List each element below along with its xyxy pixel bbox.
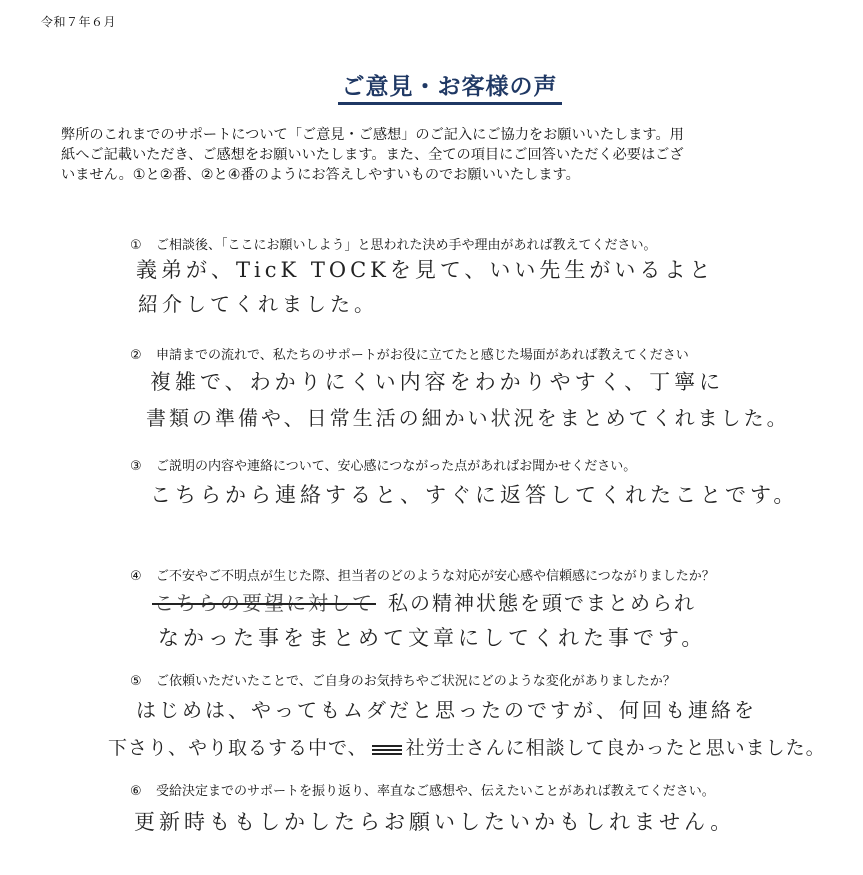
question-text: ご不安やご不明点が生じた際、担当者のどのような対応が安心感や信頼感につながりましたか？ xyxy=(156,569,715,584)
question-number: ⑤ xyxy=(130,674,142,689)
intro-line: いません。①と②番、②と④番のようにお答えしやすいものでお願いいたします。 xyxy=(61,167,580,183)
question-text: ご相談後、「ここにお願いしよう」と思われた決め手や理由があれば教えてください。 xyxy=(156,238,657,253)
question-number: ② xyxy=(130,348,142,363)
intro-paragraph xyxy=(61,125,821,185)
answer-4-line-1 xyxy=(154,587,696,616)
question-text: ご依頼いただいたことで、ご自身のお気持ちやご状況にどのような変化がありましたか？ xyxy=(156,674,676,689)
question-number: ③ xyxy=(130,459,142,474)
intro-line: 紙へご記載いただき、ご感想をお願いいたします。また、全ての項目にご回答いただく必要はござ xyxy=(61,147,684,163)
question-4 xyxy=(130,565,715,584)
answer-text: 社労士さんに相談して良かったと思いました。 xyxy=(405,737,826,759)
struck-text: こちらの要望に対して xyxy=(154,591,374,615)
question-number: ① xyxy=(130,238,142,253)
answer-1-line-1: 義弟が、TicK TOCKを見て、いい先生がいるよと xyxy=(136,258,715,282)
question-6 xyxy=(130,780,715,799)
answer-3-line-1: こちらから連絡すると、すぐに返答してくれたことです。 xyxy=(150,483,799,507)
question-text: ご説明の内容や連絡について、安心感につながった点があればお聞かせください。 xyxy=(156,459,637,474)
title-area xyxy=(0,68,863,105)
intro-line: 弊所のこれまでのサポートについて「ご意見・ご感想」のご記入にご協力をお願いいたします。用 xyxy=(61,127,684,143)
page-title: ご意見・お客様の声 xyxy=(338,68,562,105)
answer-2-line-1: 複雑で、わかりにくい内容をわかりやすく、丁寧に xyxy=(150,370,725,394)
question-1 xyxy=(130,234,657,253)
scribble-mark xyxy=(372,743,402,755)
answer-6-line-1: 更新時ももしかしたらお願いしたいかもしれません。 xyxy=(134,810,736,834)
answer-text: 下さり、やり取るする中で、 xyxy=(108,737,368,759)
answer-2-line-2: 書類の準備や、日常生活の細かい状況をまとめてくれました。 xyxy=(146,406,790,430)
answer-1-line-2: 紹介してくれました。 xyxy=(138,292,378,316)
question-2 xyxy=(130,344,689,363)
question-number: ④ xyxy=(130,569,142,584)
question-text: 申請までの流れで、私たちのサポートがお役に立てたと感じた場面があれば教えてください xyxy=(156,348,689,363)
question-number: ⑥ xyxy=(130,784,142,799)
document-date: 令和７年６月 xyxy=(41,15,117,29)
answer-text: 私の精神状態を頭でまとめられ xyxy=(388,591,696,615)
answer-5-line-1: はじめは、やってもムダだと思ったのですが、何回も連絡を xyxy=(136,698,757,722)
question-3 xyxy=(130,455,636,474)
answer-5-line-2 xyxy=(108,733,826,760)
answer-4-line-2: なかった事をまとめて文章にしてくれた事です。 xyxy=(158,626,707,650)
question-text: 受給決定までのサポートを振り返り、率直なご感想や、伝えたいことがあれば教えてください。 xyxy=(156,784,715,799)
question-5 xyxy=(130,670,676,689)
